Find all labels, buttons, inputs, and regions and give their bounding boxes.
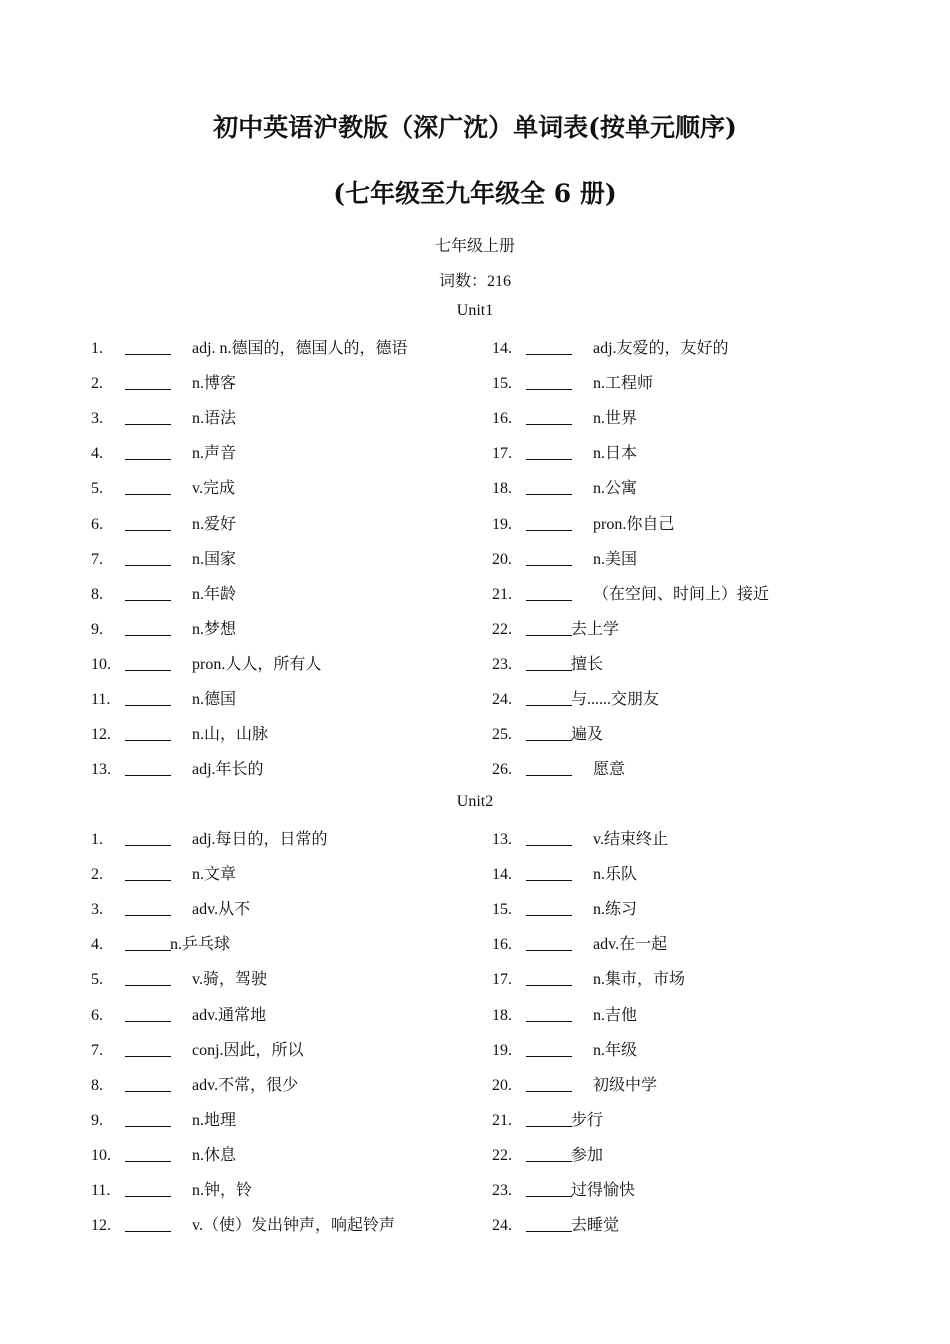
item-number: 18. <box>492 1006 512 1024</box>
vocab-row <box>91 688 491 712</box>
item-number: 11. <box>91 691 111 708</box>
item-number: 12. <box>91 726 111 744</box>
item-definition: adj.友爱的，友好的 <box>593 340 729 357</box>
vocab-row <box>91 513 491 537</box>
answer-blank[interactable] <box>125 459 171 460</box>
item-number: 20. <box>492 1076 512 1094</box>
item-number: 3. <box>91 410 103 428</box>
vocab-row <box>492 1109 892 1133</box>
answer-blank[interactable] <box>125 775 171 776</box>
answer-blank[interactable] <box>125 1231 171 1232</box>
item-definition: n.语法 <box>192 410 237 428</box>
answer-blank[interactable] <box>125 950 171 951</box>
answer-blank[interactable] <box>526 1161 572 1162</box>
item-number: 24. <box>492 1217 512 1235</box>
vocab-row <box>91 758 491 782</box>
answer-blank[interactable] <box>526 635 572 636</box>
item-number: 25. <box>492 726 512 744</box>
item-definition: 愿意 <box>593 761 626 779</box>
vocab-row <box>492 688 892 712</box>
item-definition: n.钟，铃 <box>192 1182 253 1199</box>
answer-blank[interactable] <box>125 494 171 495</box>
vocab-row <box>91 898 491 922</box>
item-definition: v.（使）发出钟声，响起铃声 <box>192 1217 395 1235</box>
vocab-row <box>492 828 892 852</box>
answer-blank[interactable] <box>526 459 572 460</box>
vocab-row <box>91 653 491 677</box>
unit-heading: Unit2 <box>456 793 494 810</box>
answer-blank[interactable] <box>526 740 572 741</box>
answer-blank[interactable] <box>526 985 572 986</box>
vocab-row <box>91 337 491 361</box>
answer-blank[interactable] <box>125 389 171 390</box>
item-definition: n.美国 <box>593 550 638 568</box>
item-definition: n.吉他 <box>593 1006 638 1024</box>
item-number: 17. <box>492 445 512 463</box>
vocab-row <box>91 1214 491 1238</box>
document-title: 初中英语沪教版（深广沈）单词表(按单元顺序) <box>213 113 737 142</box>
item-definition: adv.通常地 <box>192 1006 267 1024</box>
vocab-row <box>492 863 892 887</box>
item-definition: n.地理 <box>192 1111 237 1129</box>
item-definition: n.工程师 <box>593 375 654 393</box>
answer-blank[interactable] <box>125 1196 171 1197</box>
item-definition: n.年龄 <box>192 585 237 603</box>
vocab-row <box>91 723 491 747</box>
item-definition: adj.每日的，日常的 <box>192 831 328 848</box>
vocab-row <box>91 477 491 501</box>
item-number: 23. <box>492 1182 512 1199</box>
item-number: 9. <box>91 1111 103 1129</box>
item-number: 2. <box>91 866 103 884</box>
answer-blank[interactable] <box>125 1161 171 1162</box>
item-definition: adj. n.德国的，德国人的，德语 <box>192 340 408 357</box>
item-number: 18. <box>492 480 512 498</box>
answer-blank[interactable] <box>125 1056 171 1057</box>
item-definition: 去上学 <box>571 620 620 638</box>
item-number: 1. <box>91 340 103 357</box>
vocab-row <box>492 968 892 992</box>
item-number: 26. <box>492 761 512 779</box>
vocab-row <box>91 1144 491 1168</box>
vocab-row <box>91 442 491 466</box>
item-number: 8. <box>91 1076 103 1094</box>
item-definition: adj.年长的 <box>192 761 264 779</box>
vocab-row <box>91 828 491 852</box>
answer-blank[interactable] <box>125 670 171 671</box>
item-definition: 参加 <box>571 1146 604 1164</box>
answer-blank[interactable] <box>125 1021 171 1022</box>
answer-blank[interactable] <box>526 950 572 951</box>
item-number: 14. <box>492 340 512 357</box>
vocab-row <box>492 1004 892 1028</box>
item-number: 22. <box>492 1146 512 1164</box>
document-subtitle: (七年级至九年级全 6 册) <box>333 179 617 208</box>
vocab-row <box>492 407 892 431</box>
item-definition: 与......交朋友 <box>571 691 660 708</box>
item-number: 16. <box>492 936 512 954</box>
answer-blank[interactable] <box>526 1196 572 1197</box>
answer-blank[interactable] <box>526 845 572 846</box>
item-definition: n.休息 <box>192 1146 237 1164</box>
vocab-row <box>91 372 491 396</box>
item-number: 23. <box>492 655 512 673</box>
item-definition: n.日本 <box>593 445 638 463</box>
item-number: 13. <box>91 761 111 779</box>
item-number: 21. <box>492 585 512 603</box>
item-definition: v.骑，驾驶 <box>192 971 267 989</box>
vocab-row <box>492 372 892 396</box>
vocab-row <box>492 898 892 922</box>
answer-blank[interactable] <box>125 565 171 566</box>
item-definition: n.公寓 <box>593 480 638 498</box>
vocab-row <box>492 442 892 466</box>
item-number: 8. <box>91 585 103 603</box>
vocab-row <box>91 548 491 572</box>
item-definition: n.爱好 <box>192 515 237 533</box>
vocab-row <box>91 1004 491 1028</box>
answer-blank[interactable] <box>125 915 171 916</box>
item-number: 7. <box>91 550 103 568</box>
unit-heading: Unit1 <box>456 302 494 319</box>
answer-blank[interactable] <box>125 985 171 986</box>
vocab-row <box>91 407 491 431</box>
answer-blank[interactable] <box>526 880 572 881</box>
item-definition: v.完成 <box>192 480 235 498</box>
word-count: 词数：216 <box>438 273 511 290</box>
vocab-row <box>492 758 892 782</box>
item-number: 14. <box>492 866 512 884</box>
item-definition: adv.不常，很少 <box>192 1076 299 1094</box>
item-definition: n.梦想 <box>192 620 237 638</box>
item-definition: adv.从不 <box>192 901 251 919</box>
answer-blank[interactable] <box>526 354 572 355</box>
vocab-row <box>492 477 892 501</box>
item-number: 1. <box>91 831 103 848</box>
vocab-row <box>492 723 892 747</box>
answer-blank[interactable] <box>125 880 171 881</box>
item-definition: v.结束终止 <box>593 831 668 848</box>
item-number: 12. <box>91 1217 111 1235</box>
answer-blank[interactable] <box>125 600 171 601</box>
item-definition: n.山，山脉 <box>192 726 269 744</box>
item-definition: （在空间、时间上）接近 <box>593 585 770 603</box>
vocab-row <box>492 583 892 607</box>
vocab-row <box>91 863 491 887</box>
item-number: 9. <box>91 620 103 638</box>
item-definition: 去睡觉 <box>571 1217 620 1235</box>
vocab-row <box>492 337 892 361</box>
answer-blank[interactable] <box>526 565 572 566</box>
item-definition: n.年级 <box>593 1041 638 1059</box>
item-definition: 擅长 <box>571 655 604 673</box>
item-definition: n.声音 <box>192 445 237 463</box>
vocab-row <box>492 653 892 677</box>
vocab-row <box>91 1039 491 1063</box>
item-number: 6. <box>91 515 103 533</box>
vocab-row <box>492 513 892 537</box>
item-number: 24. <box>492 691 512 708</box>
item-number: 15. <box>492 901 512 919</box>
item-number: 6. <box>91 1006 103 1024</box>
answer-blank[interactable] <box>526 1091 572 1092</box>
answer-blank[interactable] <box>125 845 171 846</box>
answer-blank[interactable] <box>526 389 572 390</box>
item-number: 17. <box>492 971 512 989</box>
item-number: 19. <box>492 515 512 533</box>
vocab-row <box>492 1074 892 1098</box>
item-definition: n.文章 <box>192 866 237 884</box>
answer-blank[interactable] <box>526 494 572 495</box>
item-number: 21. <box>492 1111 512 1129</box>
item-definition: adv.在一起 <box>593 936 668 954</box>
item-definition: n.博客 <box>192 375 237 393</box>
answer-blank[interactable] <box>526 530 572 531</box>
item-definition: pron.人人，所有人 <box>192 655 322 673</box>
item-definition: n.国家 <box>192 550 237 568</box>
answer-blank[interactable] <box>526 670 572 671</box>
item-number: 10. <box>91 1146 111 1164</box>
item-number: 10. <box>91 655 111 673</box>
item-definition: 过得愉快 <box>571 1182 636 1199</box>
answer-blank[interactable] <box>526 775 572 776</box>
answer-blank[interactable] <box>526 1021 572 1022</box>
answer-blank[interactable] <box>526 915 572 916</box>
vocab-row <box>91 1074 491 1098</box>
answer-blank[interactable] <box>125 530 171 531</box>
vocab-row <box>492 933 892 957</box>
answer-blank[interactable] <box>526 1126 572 1127</box>
item-number: 22. <box>492 620 512 638</box>
item-definition: 初级中学 <box>593 1076 658 1094</box>
answer-blank[interactable] <box>526 1056 572 1057</box>
item-number: 5. <box>91 480 103 498</box>
item-number: 13. <box>492 831 512 848</box>
item-number: 20. <box>492 550 512 568</box>
item-definition: conj.因此，所以 <box>192 1041 304 1059</box>
item-definition: n.练习 <box>593 901 638 919</box>
vocab-row <box>91 1109 491 1133</box>
vocab-row <box>492 1214 892 1238</box>
answer-blank[interactable] <box>526 424 572 425</box>
item-number: 7. <box>91 1041 103 1059</box>
item-definition: n.德国 <box>192 691 237 708</box>
vocab-row <box>91 933 491 957</box>
vocab-row <box>492 1179 892 1203</box>
item-definition: pron.你自己 <box>593 515 675 533</box>
vocab-row <box>91 968 491 992</box>
item-definition: n.世界 <box>593 410 638 428</box>
answer-blank[interactable] <box>125 1091 171 1092</box>
item-number: 19. <box>492 1041 512 1059</box>
answer-blank[interactable] <box>125 635 171 636</box>
item-definition: 步行 <box>571 1111 604 1129</box>
answer-blank[interactable] <box>125 424 171 425</box>
item-definition: n.集市，市场 <box>593 971 686 989</box>
answer-blank[interactable] <box>526 600 572 601</box>
vocab-row <box>492 618 892 642</box>
item-number: 5. <box>91 971 103 989</box>
item-number: 4. <box>91 445 103 463</box>
item-definition: 遍及 <box>571 726 604 744</box>
item-definition: n.乐队 <box>593 866 638 884</box>
vocab-row <box>91 618 491 642</box>
item-number: 4. <box>91 936 103 954</box>
vocab-row <box>492 1144 892 1168</box>
answer-blank[interactable] <box>125 705 171 706</box>
item-definition: n.乒乓球 <box>170 936 231 954</box>
vocab-row <box>91 1179 491 1203</box>
vocab-row <box>492 1039 892 1063</box>
answer-blank[interactable] <box>125 1126 171 1127</box>
answer-blank[interactable] <box>125 354 171 355</box>
book-label: 七年级上册 <box>434 238 515 255</box>
item-number: 15. <box>492 375 512 393</box>
item-number: 2. <box>91 375 103 393</box>
answer-blank[interactable] <box>526 1231 572 1232</box>
item-number: 11. <box>91 1182 111 1199</box>
vocab-row <box>492 548 892 572</box>
vocab-row <box>91 583 491 607</box>
item-number: 3. <box>91 901 103 919</box>
answer-blank[interactable] <box>125 740 171 741</box>
item-number: 16. <box>492 410 512 428</box>
answer-blank[interactable] <box>526 705 572 706</box>
